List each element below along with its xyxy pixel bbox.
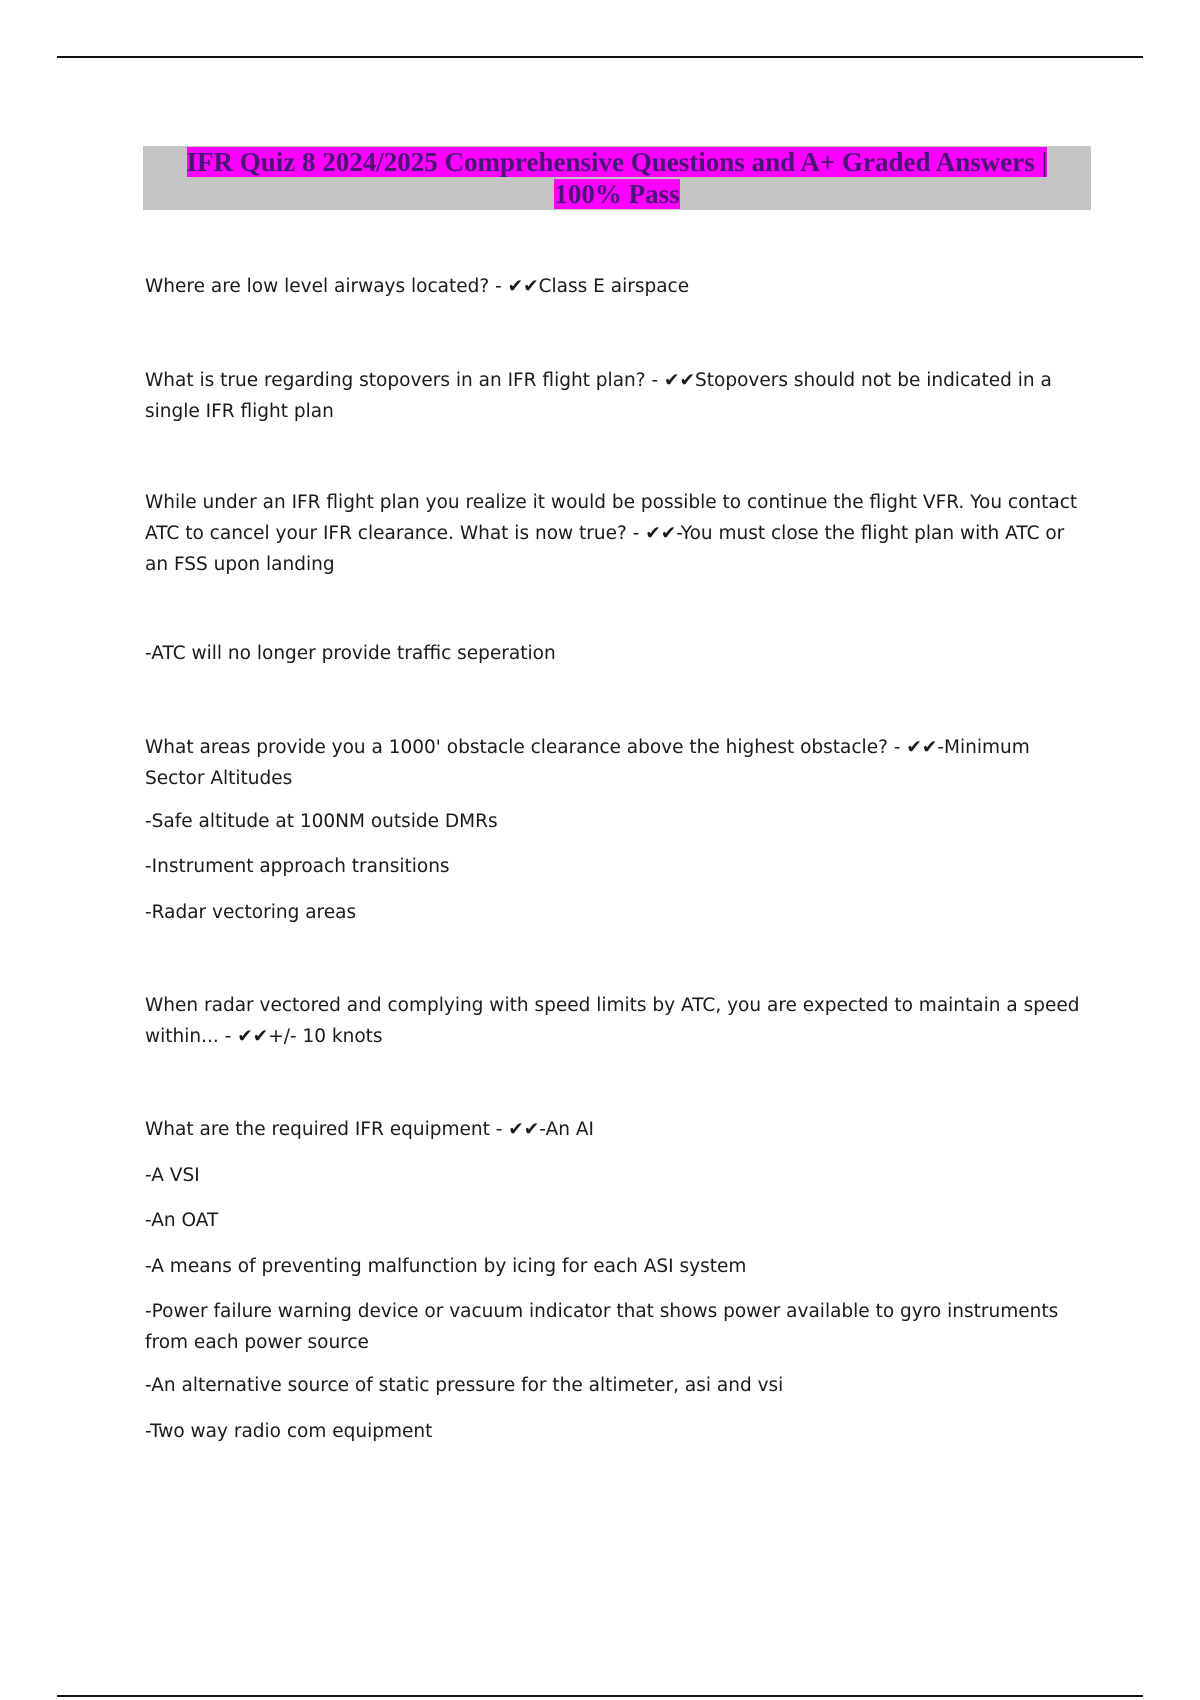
qa-item-stopovers: What is true regarding stopovers in an IFR flight plan? - ✔✔Stopovers should not be indicated in a single IFR flight plan [145,370,1052,422]
qa-item-obstacle-clearance-extra-2: -Instrument approach transitions [145,856,450,877]
document-title [143,146,1091,210]
title-line-2-text: 100% Pass [554,179,680,209]
qa-item-cancel-ifr-extra: -ATC will no longer provide traffic seperation [145,643,556,664]
qa-item-ifr-equipment: What are the required IFR equipment - ✔✔-An AI [145,1119,594,1140]
qa-item-ifr-equipment-extra-2: -An OAT [145,1210,219,1231]
header-rule [57,56,1143,58]
title-line-1 [143,146,1091,178]
footer-rule [57,1695,1143,1697]
title-line-2 [143,178,1091,210]
qa-item-ifr-equipment-extra-4: -Power failure warning device or vacuum indicator that shows power available to gyro instruments from each power source [145,1301,1059,1353]
title-line-1-text: IFR Quiz 8 2024/2025 Comprehensive Questions and A+ Graded Answers | [186,147,1048,177]
qa-item-speed-limits: When radar vectored and complying with speed limits by ATC, you are expected to maintain a speed within... - ✔✔+/- 10 knots [145,995,1080,1047]
qa-item-ifr-equipment-extra-6: -Two way radio com equipment [145,1421,433,1442]
qa-item-obstacle-clearance: What areas provide you a 1000' obstacle clearance above the highest obstacle? - ✔✔-Minimum Sector Altitudes [145,737,1030,789]
qa-item-obstacle-clearance-extra-3: -Radar vectoring areas [145,902,357,923]
qa-item-ifr-equipment-extra-3: -A means of preventing malfunction by icing for each ASI system [145,1256,747,1277]
qa-item-low-level-airways: Where are low level airways located? - ✔✔Class E airspace [145,276,690,297]
qa-item-ifr-equipment-extra-5: -An alternative source of static pressure for the altimeter, asi and vsi [145,1375,784,1396]
qa-item-obstacle-clearance-extra-1: -Safe altitude at 100NM outside DMRs [145,811,498,832]
qa-item-ifr-equipment-extra-1: -A VSI [145,1165,200,1186]
qa-item-cancel-ifr: While under an IFR flight plan you realize it would be possible to continue the flight VFR. You contact ATC to cancel your IFR clearance. What is now true? - ✔✔-You must close the flight plan with ATC or an FSS upon landing [145,492,1078,575]
